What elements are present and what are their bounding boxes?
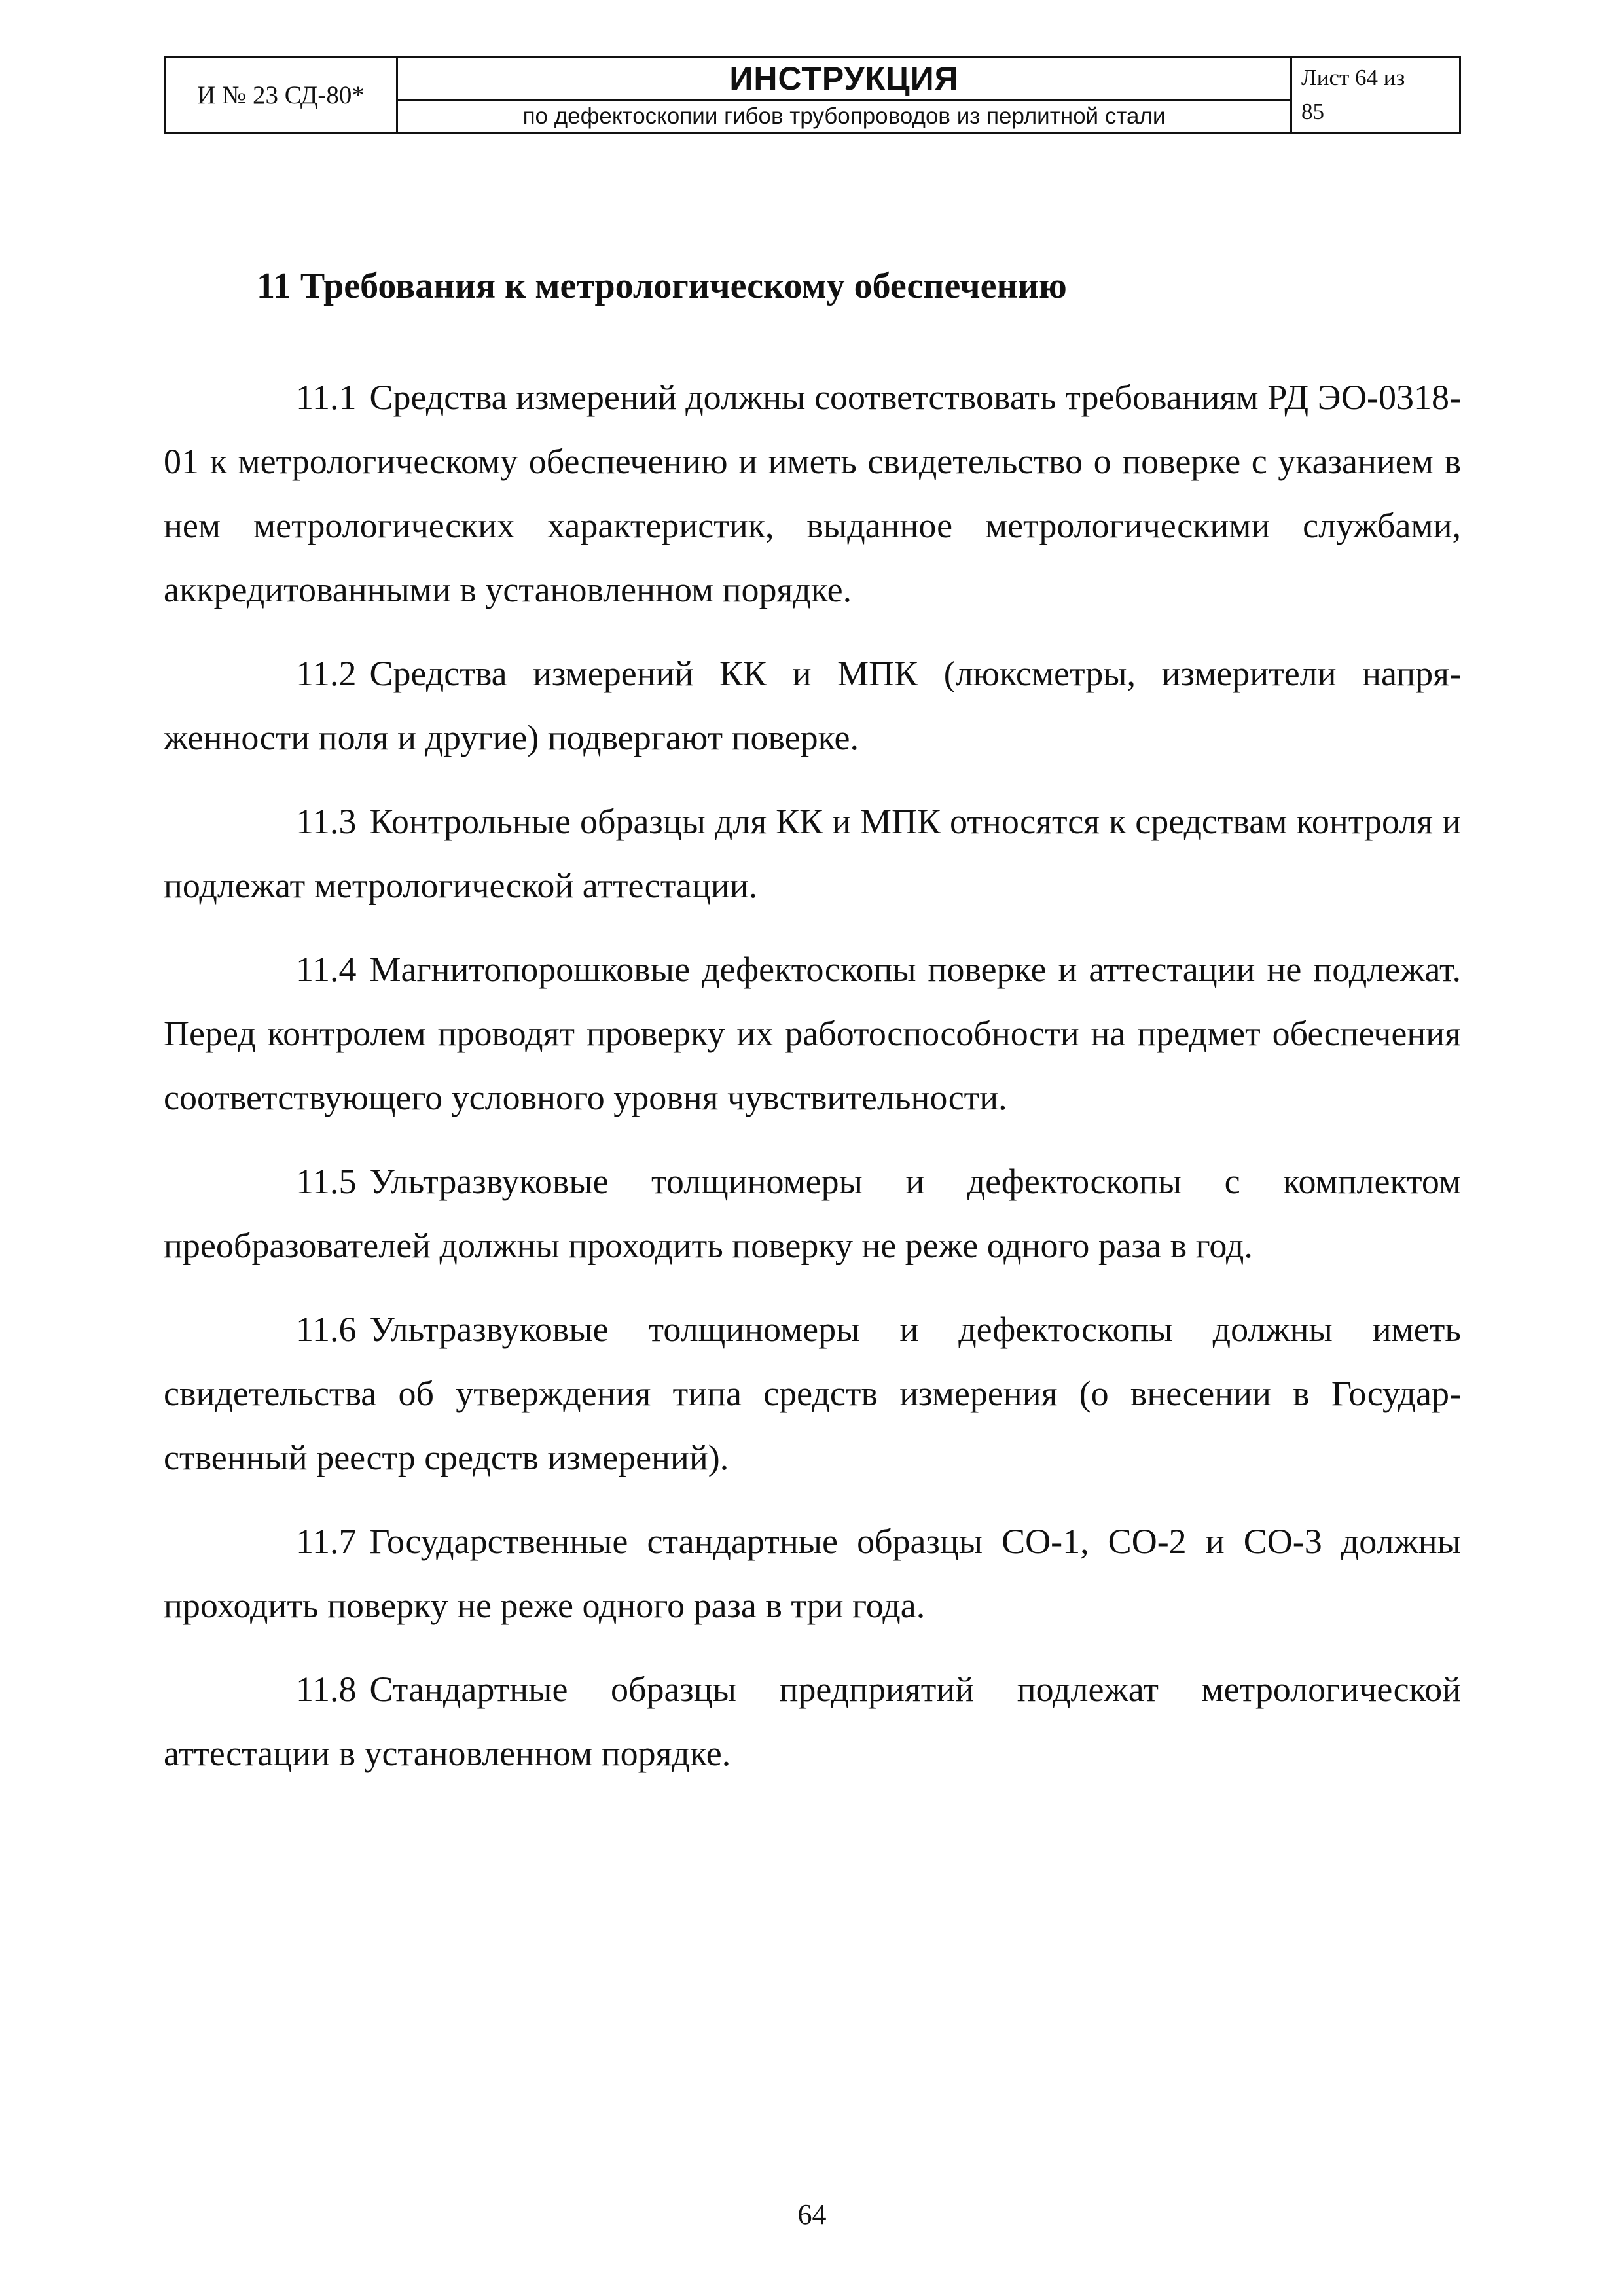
paragraph-number: 11.6 (296, 1310, 357, 1349)
paragraph-number: 11.2 (296, 654, 357, 693)
paragraph-11-2 (164, 641, 1461, 770)
paragraph-text: Ультразвуковые толщиномеры и дефектоскопы должны иметь свидетельства об утверждения типа средств измерения (о внесении в Государственный реестр средств измерений). (164, 1310, 1461, 1477)
section-heading: 11 Требования к метрологическому обеспечению (257, 266, 1067, 306)
paragraph-11-1 (164, 365, 1461, 622)
paragraph-11-7 (164, 1509, 1461, 1638)
page-number: 64 (797, 2198, 827, 2231)
document-title: ИНСТРУКЦИЯ (398, 58, 1290, 101)
document-header-table (164, 56, 1461, 134)
paragraph-text: Средства измерений КК и МПК (люксметры, измерители напряженности поля и другие) подвергают поверке. (164, 654, 1461, 757)
paragraph-number: 11.5 (296, 1162, 357, 1201)
document-title-cell (398, 58, 1290, 132)
paragraph-number: 11.7 (296, 1522, 357, 1561)
document-subtitle: по дефектоскопии гибов трубопроводов из перлитной стали (522, 103, 1166, 129)
paragraph-number: 11.1 (296, 378, 357, 417)
paragraph-11-5 (164, 1149, 1461, 1278)
paragraph-number: 11.3 (296, 802, 357, 841)
section-body (164, 365, 1461, 1805)
paragraph-text: Контрольные образцы для КК и МПК относятся к средствам контроля и подлежат метрологической аттестации. (164, 802, 1461, 905)
paragraph-text: Стандартные образцы предприятий подлежат метрологической аттестации в установленном порядке. (164, 1670, 1461, 1773)
paragraph-11-3 (164, 789, 1461, 918)
sheet-number-line1: Лист 64 из (1301, 65, 1405, 90)
paragraph-number: 11.4 (296, 950, 357, 989)
sheet-number-cell (1290, 58, 1459, 132)
paragraph-text: Магнитопорошковые дефектоскопы поверке и аттестации не подлежат. Перед контролем проводят проверку их работоспособности на предмет обеспечения соответствующего условного уровня чувствительности. (164, 950, 1461, 1117)
paragraph-11-6 (164, 1297, 1461, 1490)
document-id-cell (166, 58, 398, 132)
paragraph-11-8 (164, 1657, 1461, 1785)
paragraph-number: 11.8 (296, 1670, 357, 1709)
paragraph-text: Государственные стандартные образцы СО-1, СО-2 и СО-3 должны проходить поверку не реже одного раза в три года. (164, 1522, 1461, 1625)
paragraph-text: Средства измерений должны соответствовать требованиям РД ЭО-0318-01 к метрологическому обеспечению и иметь свидетельство о поверке с указанием в нем метрологических характеристик, выданное метрологическими службами, аккредитованными в установленном порядке. (164, 378, 1461, 609)
paragraph-11-4 (164, 937, 1461, 1130)
paragraph-text: Ультразвуковые толщиномеры и дефектоскопы с комплектом преобразователей должны проходить поверку не реже одного раза в год. (164, 1162, 1461, 1265)
sheet-number-line2: 85 (1301, 99, 1324, 124)
document-id: И № 23 СД-80* (197, 81, 365, 109)
